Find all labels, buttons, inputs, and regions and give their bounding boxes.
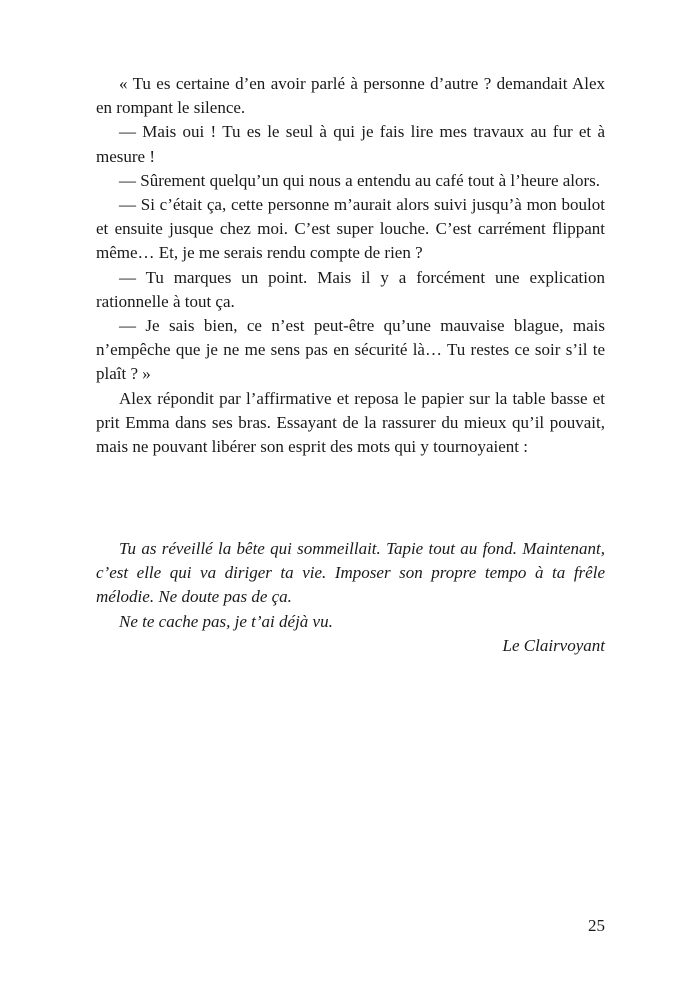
poem-block [96,537,605,658]
paragraph: — Mais oui ! Tu es le seul à qui je fais lire mes travaux au fur et à mesure ! [96,122,605,166]
paragraph: Alex répondit par l’affirmative et reposa le papier sur la table basse et prit Emma dans ses bras. Essayant de la rassurer du mieux qu’il pouvait, mais ne pouvant libérer son esprit des mots qui y tournoyaient : [96,388,605,457]
paragraph: — Tu marques un point. Mais il y a forcément une explication rationnelle à tout ça. [96,267,605,311]
poem-signature: Le Clairvoyant [502,635,605,655]
paragraph: — Je sais bien, ce n’est peut-être qu’une mauvaise blague, mais n’empêche que je ne me sens pas en sécurité là… Tu restes ce soir s’il te plaît ? » [96,316,605,384]
paragraph: — Si c’était ça, cette personne m’aurait alors suivi jusqu’à mon boulot et ensuite jusque chez moi. C’est super louche. C’est carrément flippant même… Et, je me serais rendu compte de rien ? [96,195,605,263]
paragraph: « Tu es certaine d’en avoir parlé à personne d’autre ? demandait Alex en rompant le silence. [96,74,605,118]
narrative-text [96,72,605,459]
paragraph: — Sûrement quelqu’un qui nous a entendu au café tout à l’heure alors. [119,170,601,190]
poem-line: Tu as réveillé la bête qui sommeillait. Tapie tout au fond. Maintenant, c’est elle qui va diriger ta vie. Imposer son propre tempo à ta frêle mélodie. Ne doute pas de ça. [96,539,605,607]
poem-line: Ne te cache pas, je t’ai déjà vu. [119,611,333,631]
page-number: 25 [588,916,605,935]
